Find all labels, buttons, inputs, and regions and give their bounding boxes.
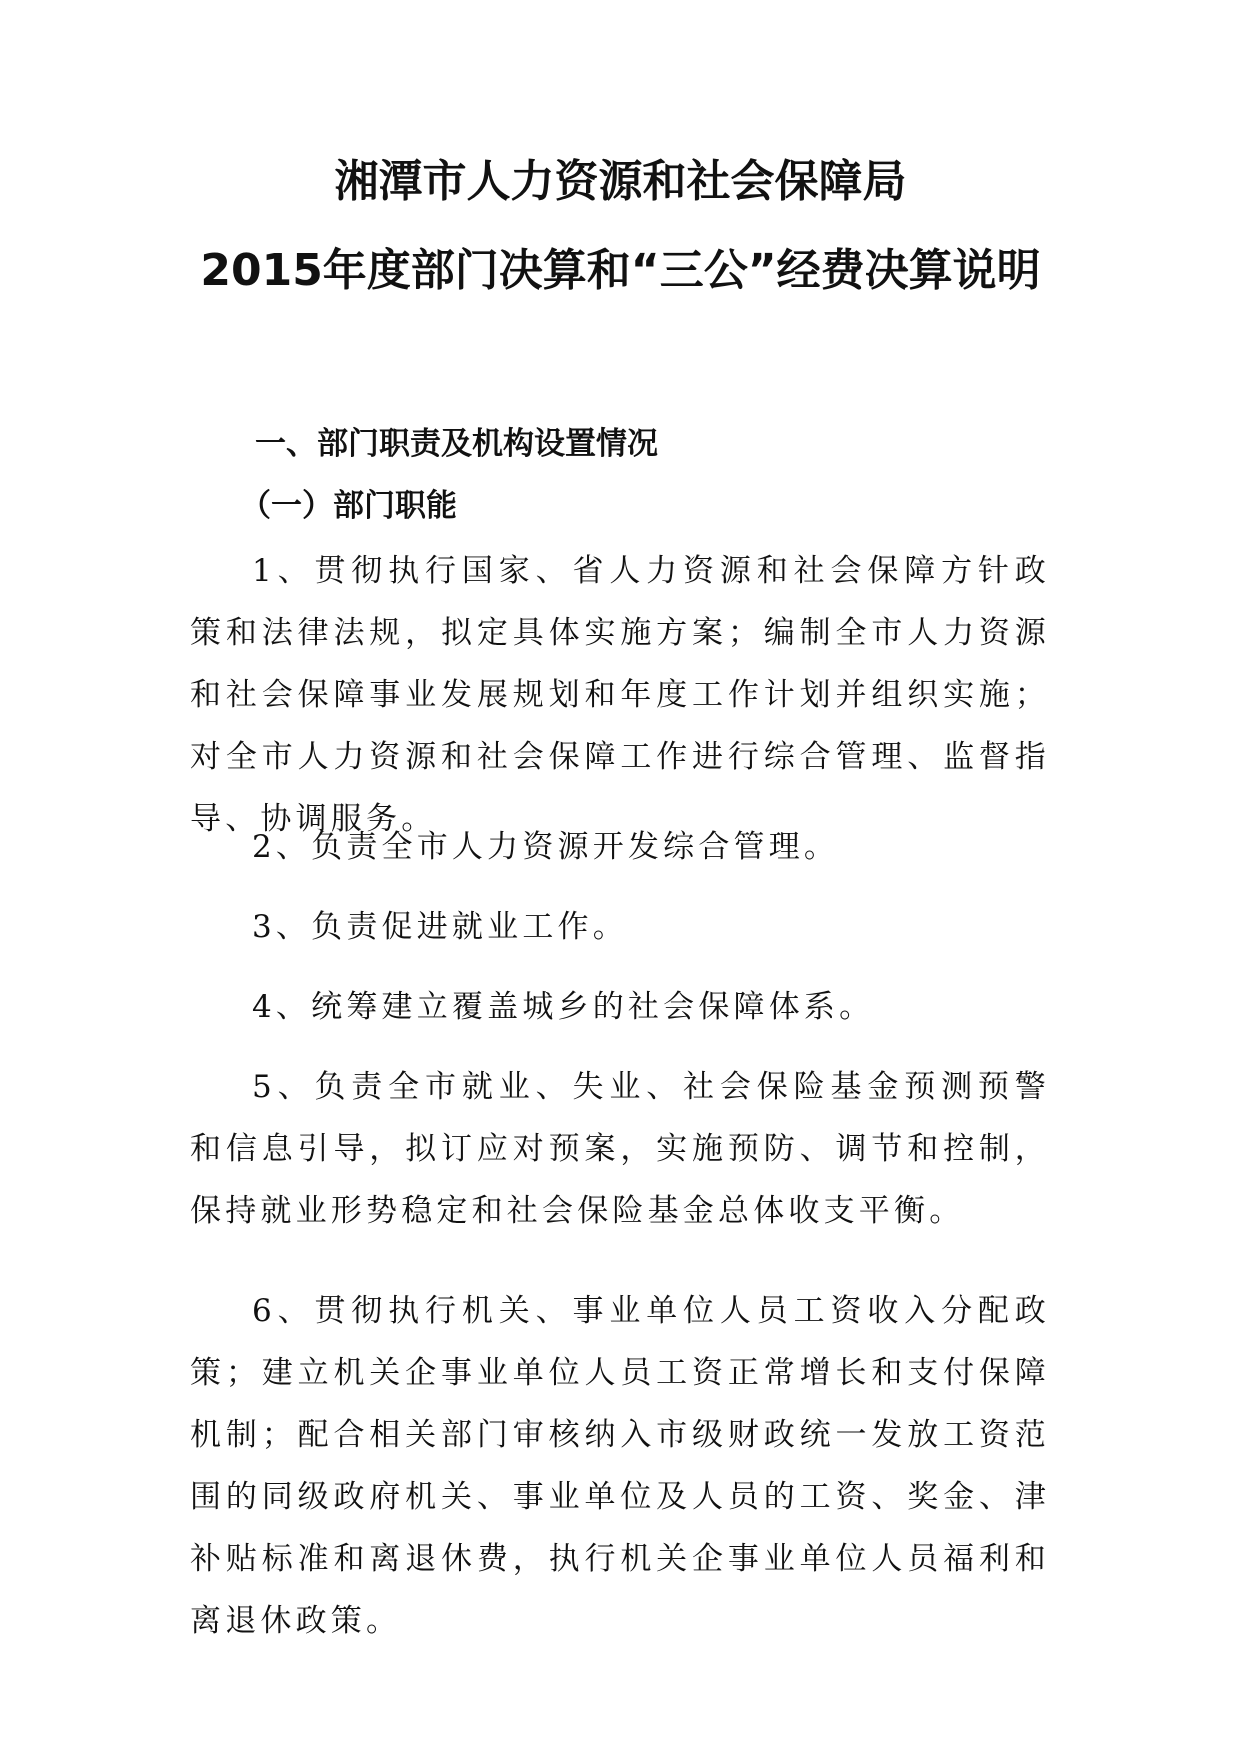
paragraph-1: 1、贯彻执行国家、省人力资源和社会保障方针政策和法律法规，拟定具体实施方案；编制全市人力资源和社会保障事业发展规划和年度工作计划并组织实施；对全市人力资源和社会保障工作进行综合管理、监督指导、协调服务。 bbox=[190, 553, 1050, 837]
section-heading-duties: 一、部门职责及机构设置情况 bbox=[255, 426, 658, 462]
document-title-line2: 2015年度部门决算和“三公”经费决算说明 bbox=[200, 245, 1041, 296]
paragraph-5: 5、负责全市就业、失业、社会保险基金预测预警和信息引导，拟订应对预案，实施预防、调节和控制，保持就业形势稳定和社会保险基金总体收支平衡。 bbox=[190, 1069, 1050, 1229]
subsection-heading-functions: （一）部门职能 bbox=[240, 488, 457, 524]
paragraph-6: 6、贯彻执行机关、事业单位人员工资收入分配政策；建立机关企事业单位人员工资正常增长和支付保障机制；配合相关部门审核纳入市级财政统一发放工资范围的同级政府机关、事业单位及人员的工资、奖金、津补贴标准和离退休费，执行机关企事业单位人员福利和离退休政策。 bbox=[190, 1293, 1050, 1639]
paragraph-4: 4、统筹建立覆盖城乡的社会保障体系。 bbox=[252, 989, 875, 1025]
document-title-line1: 湘潭市人力资源和社会保障局 bbox=[334, 156, 907, 207]
paragraph-3: 3、负责促进就业工作。 bbox=[252, 909, 628, 945]
paragraph-2: 2、负责全市人力资源开发综合管理。 bbox=[252, 829, 840, 865]
